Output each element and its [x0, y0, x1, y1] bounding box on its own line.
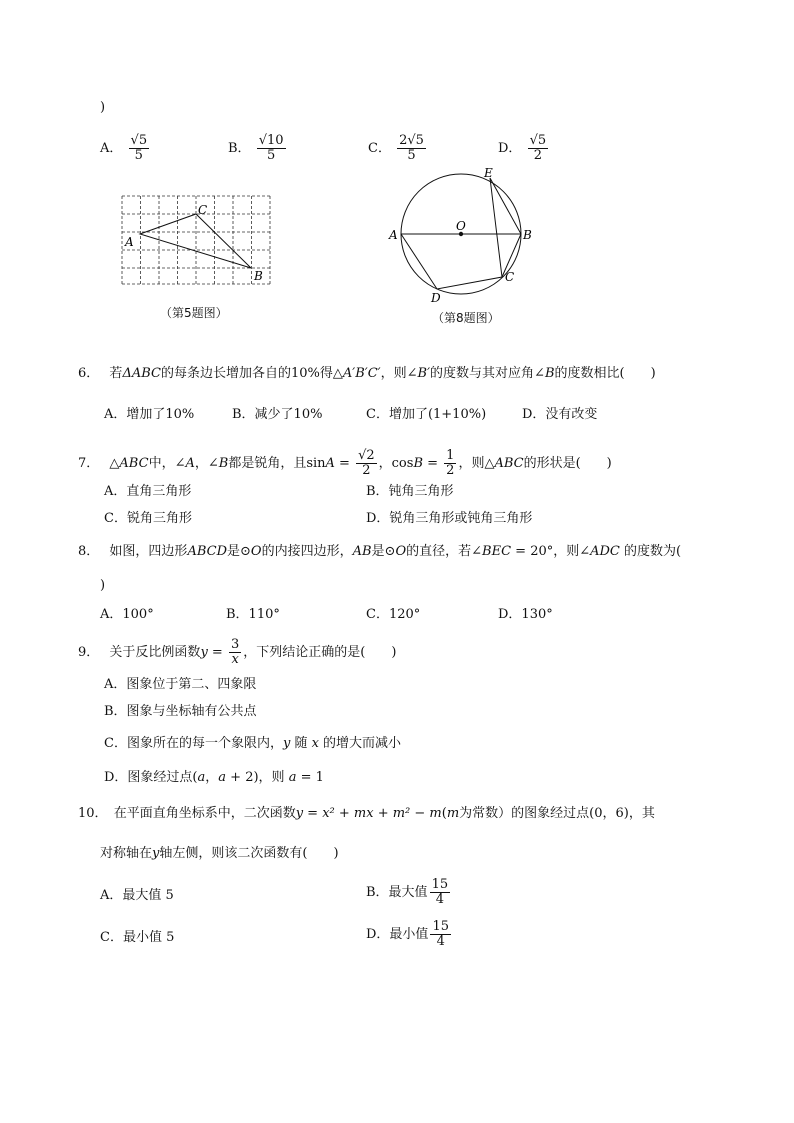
- figure-5-grid-triangle: [118, 192, 278, 290]
- fraction: $\frac{15}{4}$: [432, 919, 449, 949]
- q9-option-a[interactable]: A．图象位于第二、四象限: [104, 677, 257, 692]
- question-7: 7． △ABC中，∠A，∠B都是锐角，且sinA = $\frac{√2}{2}$ ，cosB = $\frac{1}{2}$ ，则△ABC的形状是( ): [78, 448, 612, 478]
- question-number: 10．: [78, 806, 108, 821]
- question-9: 9． 关于反比例函数y = $\frac{3}{x}$ ，下列结论正确的是( ): [78, 637, 397, 667]
- q6-option-a[interactable]: A．增加了10%: [104, 407, 195, 422]
- fraction: $\frac{3}{x}$: [230, 637, 240, 667]
- q7-option-b[interactable]: B．钝角三角形: [366, 484, 454, 499]
- q6-option-c[interactable]: C．增加了(1+10%): [366, 407, 487, 422]
- option-label: D．: [498, 141, 522, 156]
- point-o-label: O: [456, 219, 466, 233]
- fraction: $\frac{√10}{5}$: [258, 133, 284, 163]
- point-c-label: C: [505, 270, 515, 284]
- q7-option-d[interactable]: D．锐角三角形或钝角三角形: [366, 511, 533, 526]
- q5-tail: ): [100, 100, 106, 115]
- q5-option-c[interactable]: [368, 134, 428, 163]
- q5-option-a[interactable]: [100, 134, 151, 163]
- fraction: $\frac{1}{2}$: [446, 448, 455, 478]
- option-label: B．: [228, 141, 251, 156]
- triangle-abc: [140, 214, 251, 268]
- figure-5-caption: （第5题图）: [160, 306, 228, 320]
- q8-option-d[interactable]: D．130°: [498, 607, 553, 622]
- question-8: 8． 如图，四边形ABCD是⊙O的内接四边形，AB是⊙O的直径，若∠BEC = 20°，则∠ADC 的度数为(: [78, 544, 682, 559]
- q10-option-b[interactable]: B．最大值 $\frac{15}{4}$: [366, 877, 449, 907]
- point-e-label: E: [484, 166, 493, 180]
- point-d-label: D: [431, 291, 441, 305]
- fraction: $\frac{√5}{2}$: [529, 133, 547, 163]
- point-a-label: A: [125, 235, 134, 249]
- fraction: $\frac{2√5}{5}$: [399, 133, 424, 163]
- q8-option-b[interactable]: B．110°: [226, 607, 280, 622]
- point-b-label: B: [254, 269, 263, 283]
- quad-abcd: [401, 234, 521, 289]
- question-number: 7．: [78, 456, 100, 471]
- fraction: $\frac{√2}{2}$: [358, 448, 375, 478]
- q10-option-c[interactable]: C．最小值 5: [100, 930, 175, 945]
- point-b-label: B: [523, 228, 532, 242]
- option-label: A．: [100, 141, 123, 156]
- q5-option-b[interactable]: [228, 134, 288, 163]
- question-10: 10． 在平面直角坐标系中，二次函数y = x² + mx + m² − m(m为常数）的图象经过点(0，6)，其: [78, 806, 655, 821]
- q10-option-d[interactable]: D．最小值 $\frac{15}{4}$: [366, 919, 449, 949]
- q9-option-d[interactable]: D．图象经过点(a，a + 2)，则 a = 1: [104, 770, 324, 785]
- q10-line-2: 对称轴在y轴左侧，则该二次函数有( ): [100, 846, 339, 861]
- figure-8-circle: [380, 162, 540, 308]
- fraction: $\frac{15}{4}$: [431, 877, 449, 907]
- question-6: 6． 若ΔABC的每条边长增加各自的10%得△A′B′C′，则∠B′的度数与其对应角∠B的度数相比( ): [78, 366, 656, 381]
- q10-option-a[interactable]: A．最大值 5: [100, 888, 174, 903]
- question-number: 9．: [78, 645, 100, 660]
- q8-option-a[interactable]: A．100°: [100, 607, 154, 622]
- q8-tail: ): [100, 578, 106, 593]
- q5-option-d[interactable]: [498, 134, 550, 163]
- q8-option-c[interactable]: C．120°: [366, 607, 421, 622]
- fraction: $\frac{√5}{5}$: [130, 133, 148, 163]
- q6-option-b[interactable]: B．减少了10%: [232, 407, 323, 422]
- q7-option-a[interactable]: A．直角三角形: [104, 484, 192, 499]
- option-label: C．: [368, 141, 391, 156]
- q7-option-c[interactable]: C．锐角三角形: [104, 511, 192, 526]
- question-number: 8．: [78, 544, 100, 559]
- point-c-label: C: [198, 203, 208, 217]
- dashed-grid: [122, 196, 270, 284]
- point-a-label: A: [389, 228, 398, 242]
- figure-8-caption: （第8题图）: [432, 311, 500, 325]
- q9-option-b[interactable]: B．图象与坐标轴有公共点: [104, 704, 257, 719]
- quadratic-function: y = x² + mx + m² − m: [295, 806, 442, 821]
- lines-be-ec: [490, 178, 521, 277]
- q6-option-d[interactable]: D．没有改变: [522, 407, 598, 422]
- q9-option-c[interactable]: C．图象所在的每一个象限内，y 随 x 的增大而减小: [104, 736, 402, 751]
- question-number: 6．: [78, 366, 100, 381]
